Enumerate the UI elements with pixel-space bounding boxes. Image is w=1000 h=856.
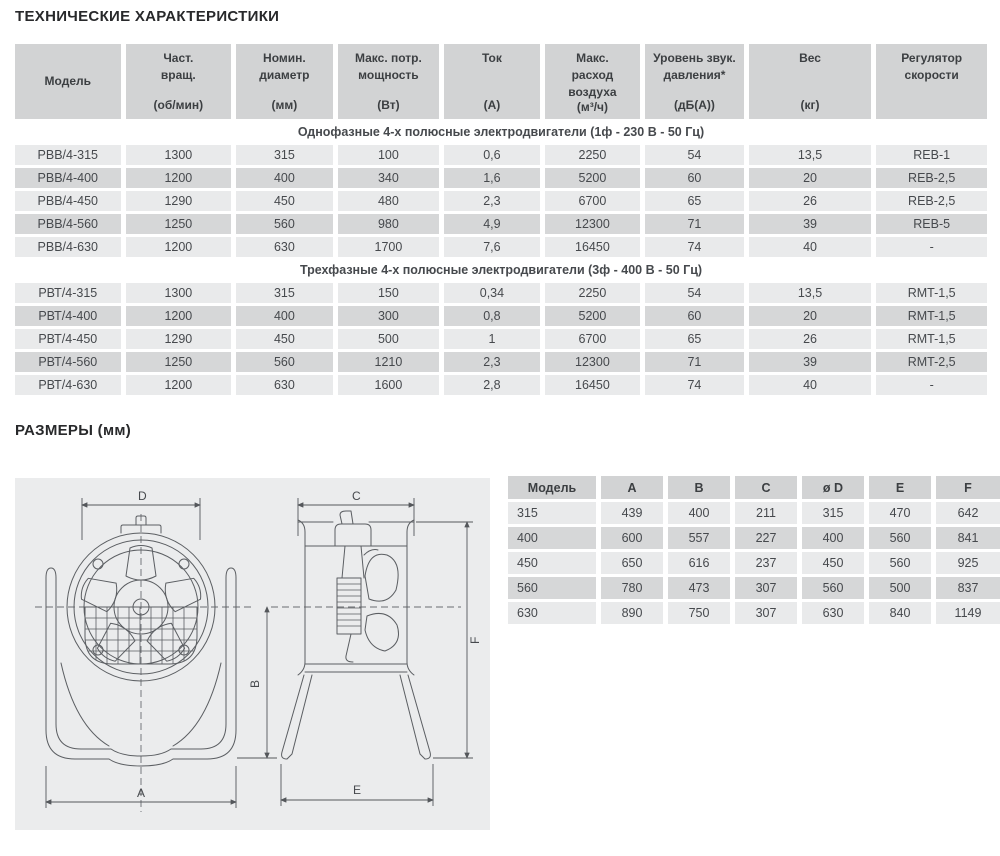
value-cell: 237 [735,552,797,574]
bolt-hole [179,559,189,569]
dim-label-c: C [352,489,361,503]
value-cell: 60 [645,168,744,188]
value-cell: 26 [749,329,872,349]
value-cell: 71 [645,352,744,372]
column-title: Номин. диаметр [259,51,310,82]
dims-column-header-3: C [735,476,797,499]
model-cell: РВТ/4-400 [15,306,121,326]
model-cell: РВТ/4-560 [15,352,121,372]
spec-row [15,352,987,372]
value-cell: 20 [749,306,872,326]
column-unit: (м³/ч) [576,100,608,115]
value-cell: 0,34 [444,283,540,303]
value-cell: 16450 [545,375,641,395]
fan-technical-drawing [15,478,490,830]
value-cell: 150 [338,283,440,303]
value-cell: 1250 [126,214,232,234]
value-cell: 60 [645,306,744,326]
spec-row [15,214,987,234]
dim-label-d: D [138,489,147,503]
spec-row [15,145,987,165]
value-cell: 307 [735,602,797,624]
blades-side [364,550,399,651]
dimension-e [281,764,433,806]
dimension-b [237,607,277,758]
value-cell: - [876,375,987,395]
dims-column-header-1: A [601,476,663,499]
value-cell: 39 [749,352,872,372]
dimensions-table [503,473,1000,627]
value-cell: 315 [236,283,333,303]
value-cell: 780 [601,577,663,599]
dim-label-b: B [248,679,262,688]
casing-right-wall [407,520,414,675]
value-cell: REB-2,5 [876,191,987,211]
spec-row [15,283,987,303]
value-cell: 560 [869,552,931,574]
value-cell: 39 [749,214,872,234]
column-unit: (мм) [271,97,298,112]
value-cell: 1200 [126,375,232,395]
value-cell: 925 [936,552,1000,574]
column-unit: (кг) [800,97,820,112]
value-cell: 1 [444,329,540,349]
column-header-2 [236,44,333,119]
value-cell: 890 [601,602,663,624]
model-cell: РВТ/4-315 [15,283,121,303]
value-cell: 40 [749,237,872,257]
dims-column-header-4: ø D [802,476,864,499]
value-cell: 12300 [545,352,641,372]
value-cell: 1290 [126,329,232,349]
column-header-inner [18,50,118,112]
column-header-1 [126,44,232,119]
column-header-inner [752,50,869,112]
value-cell: RMT-1,5 [876,283,987,303]
value-cell: 630 [802,602,864,624]
dims-row [508,552,1000,574]
model-cell: 630 [508,602,596,624]
dim-label-a: A [137,786,146,800]
column-unit: (А) [483,97,501,112]
value-cell: 557 [668,527,730,549]
value-cell: 2,8 [444,375,540,395]
dims-row [508,527,1000,549]
value-cell: REB-5 [876,214,987,234]
model-cell: 560 [508,577,596,599]
fan-front-view [35,489,253,812]
value-cell: 6700 [545,191,641,211]
value-cell: 0,6 [444,145,540,165]
value-cell: 841 [936,527,1000,549]
value-cell: 630 [236,375,333,395]
value-cell: 1300 [126,283,232,303]
value-cell: 450 [802,552,864,574]
value-cell: 600 [601,527,663,549]
value-cell: 560 [236,352,333,372]
value-cell: 307 [735,577,797,599]
section-row [15,122,987,142]
dims-header-row [508,476,1000,499]
model-cell: РВВ/4-450 [15,191,121,211]
value-cell: 2,3 [444,352,540,372]
spec-row [15,237,987,257]
value-cell: REB-2,5 [876,168,987,188]
model-cell: РВТ/4-450 [15,329,121,349]
spec-table-body [15,122,987,395]
dims-row [508,602,1000,624]
value-cell: 480 [338,191,440,211]
value-cell: 74 [645,375,744,395]
column-header-7 [749,44,872,119]
value-cell: 40 [749,375,872,395]
junction-box-side [335,511,371,546]
value-cell: 1250 [126,352,232,372]
casing-left-wall [298,520,305,675]
column-unit: (об/мин) [153,97,204,112]
value-cell: RMT-1,5 [876,306,987,326]
spec-row [15,191,987,211]
column-header-6 [645,44,744,119]
column-header-inner [879,50,984,112]
column-header-3 [338,44,440,119]
value-cell: 0,8 [444,306,540,326]
value-cell: 211 [735,502,797,524]
model-cell: 315 [508,502,596,524]
column-header-8 [876,44,987,119]
value-cell: 54 [645,283,744,303]
value-cell: 1700 [338,237,440,257]
value-cell: 1200 [126,168,232,188]
column-header-inner [129,50,229,112]
value-cell: - [876,237,987,257]
dim-label-e: E [353,783,362,797]
column-header-5 [545,44,641,119]
value-cell: 12300 [545,214,641,234]
spec-table [10,41,992,398]
value-cell: 16450 [545,237,641,257]
value-cell: 300 [338,306,440,326]
column-header-0 [15,44,121,119]
dimensions-title: РАЗМЕРЫ (мм) [15,422,132,439]
value-cell: 74 [645,237,744,257]
value-cell: 315 [802,502,864,524]
column-header-inner [447,50,537,112]
value-cell: 2,3 [444,191,540,211]
value-cell: 400 [236,168,333,188]
section-title: Однофазные 4-х полюсные электродвигатели (1ф - 230 В - 50 Гц) [15,122,987,142]
value-cell: 1200 [126,306,232,326]
model-cell: 450 [508,552,596,574]
model-cell: РВВ/4-400 [15,168,121,188]
value-cell: 315 [236,145,333,165]
value-cell: 400 [668,502,730,524]
value-cell: 1600 [338,375,440,395]
dims-column-header-0: Модель [508,476,596,499]
dims-table-body [508,502,1000,624]
value-cell: 1300 [126,145,232,165]
column-header-inner [341,50,437,112]
dims-column-header-2: B [668,476,730,499]
model-cell: РВВ/4-630 [15,237,121,257]
motor [337,546,364,662]
value-cell: 560 [236,214,333,234]
section-row [15,260,987,280]
model-cell: 400 [508,527,596,549]
value-cell: 650 [601,552,663,574]
value-cell: 400 [236,306,333,326]
fan-drawing-panel [15,478,490,830]
value-cell: 2250 [545,145,641,165]
page-title: ТЕХНИЧЕСКИЕ ХАРАКТЕРИСТИКИ [15,8,280,25]
dims-row [508,502,1000,524]
value-cell: 13,5 [749,283,872,303]
spec-row [15,168,987,188]
value-cell: RMT-1,5 [876,329,987,349]
value-cell: 450 [236,191,333,211]
value-cell: 500 [869,577,931,599]
value-cell: 439 [601,502,663,524]
dims-column-header-5: E [869,476,931,499]
value-cell: 450 [236,329,333,349]
column-header-inner [648,50,741,112]
section-title: Трехфазные 4-х полюсные электродвигатели (3ф - 400 В - 50 Гц) [15,260,987,280]
spec-row [15,306,987,326]
model-cell: РВВ/4-315 [15,145,121,165]
value-cell: 13,5 [749,145,872,165]
fan-side-view [237,489,482,806]
value-cell: 500 [338,329,440,349]
spec-row [15,375,987,395]
dimension-f [416,522,482,758]
value-cell: 473 [668,577,730,599]
spec-row [15,329,987,349]
value-cell: 5200 [545,168,641,188]
dim-label-f: F [468,636,482,644]
value-cell: RMT-2,5 [876,352,987,372]
value-cell: 65 [645,329,744,349]
dims-column-header-6: F [936,476,1000,499]
value-cell: 20 [749,168,872,188]
column-title: Регулятор скорости [901,51,963,82]
column-title: Модель [44,73,92,88]
dimension-c [298,489,414,536]
column-unit: (дБ(А)) [673,97,715,112]
column-title: Макс. потр. мощность [354,51,422,82]
column-title: Ток [481,51,502,65]
value-cell: 642 [936,502,1000,524]
column-title: Част. вращ. [160,51,196,82]
value-cell: 227 [735,527,797,549]
column-header-inner [239,50,330,112]
value-cell: 340 [338,168,440,188]
column-header-inner [548,50,638,115]
column-title: Вес [799,51,821,65]
value-cell: REB-1 [876,145,987,165]
value-cell: 750 [668,602,730,624]
value-cell: 1290 [126,191,232,211]
value-cell: 837 [936,577,1000,599]
value-cell: 560 [802,577,864,599]
spec-header-row [15,44,987,119]
value-cell: 1,6 [444,168,540,188]
bolt-hole [93,559,103,569]
value-cell: 560 [869,527,931,549]
value-cell: 4,9 [444,214,540,234]
value-cell: 630 [236,237,333,257]
value-cell: 26 [749,191,872,211]
value-cell: 1149 [936,602,1000,624]
dims-row [508,577,1000,599]
value-cell: 1200 [126,237,232,257]
value-cell: 616 [668,552,730,574]
column-unit: (Вт) [377,97,400,112]
column-title: Макс. расход воздуха [568,51,617,99]
stand-side [282,675,431,759]
value-cell: 1210 [338,352,440,372]
value-cell: 71 [645,214,744,234]
column-title: Уровень звук. давления* [653,51,736,82]
value-cell: 65 [645,191,744,211]
value-cell: 6700 [545,329,641,349]
value-cell: 840 [869,602,931,624]
value-cell: 54 [645,145,744,165]
column-header-4 [444,44,540,119]
value-cell: 2250 [545,283,641,303]
value-cell: 7,6 [444,237,540,257]
value-cell: 100 [338,145,440,165]
value-cell: 470 [869,502,931,524]
model-cell: РВВ/4-560 [15,214,121,234]
value-cell: 5200 [545,306,641,326]
value-cell: 980 [338,214,440,234]
model-cell: РВТ/4-630 [15,375,121,395]
value-cell: 400 [802,527,864,549]
